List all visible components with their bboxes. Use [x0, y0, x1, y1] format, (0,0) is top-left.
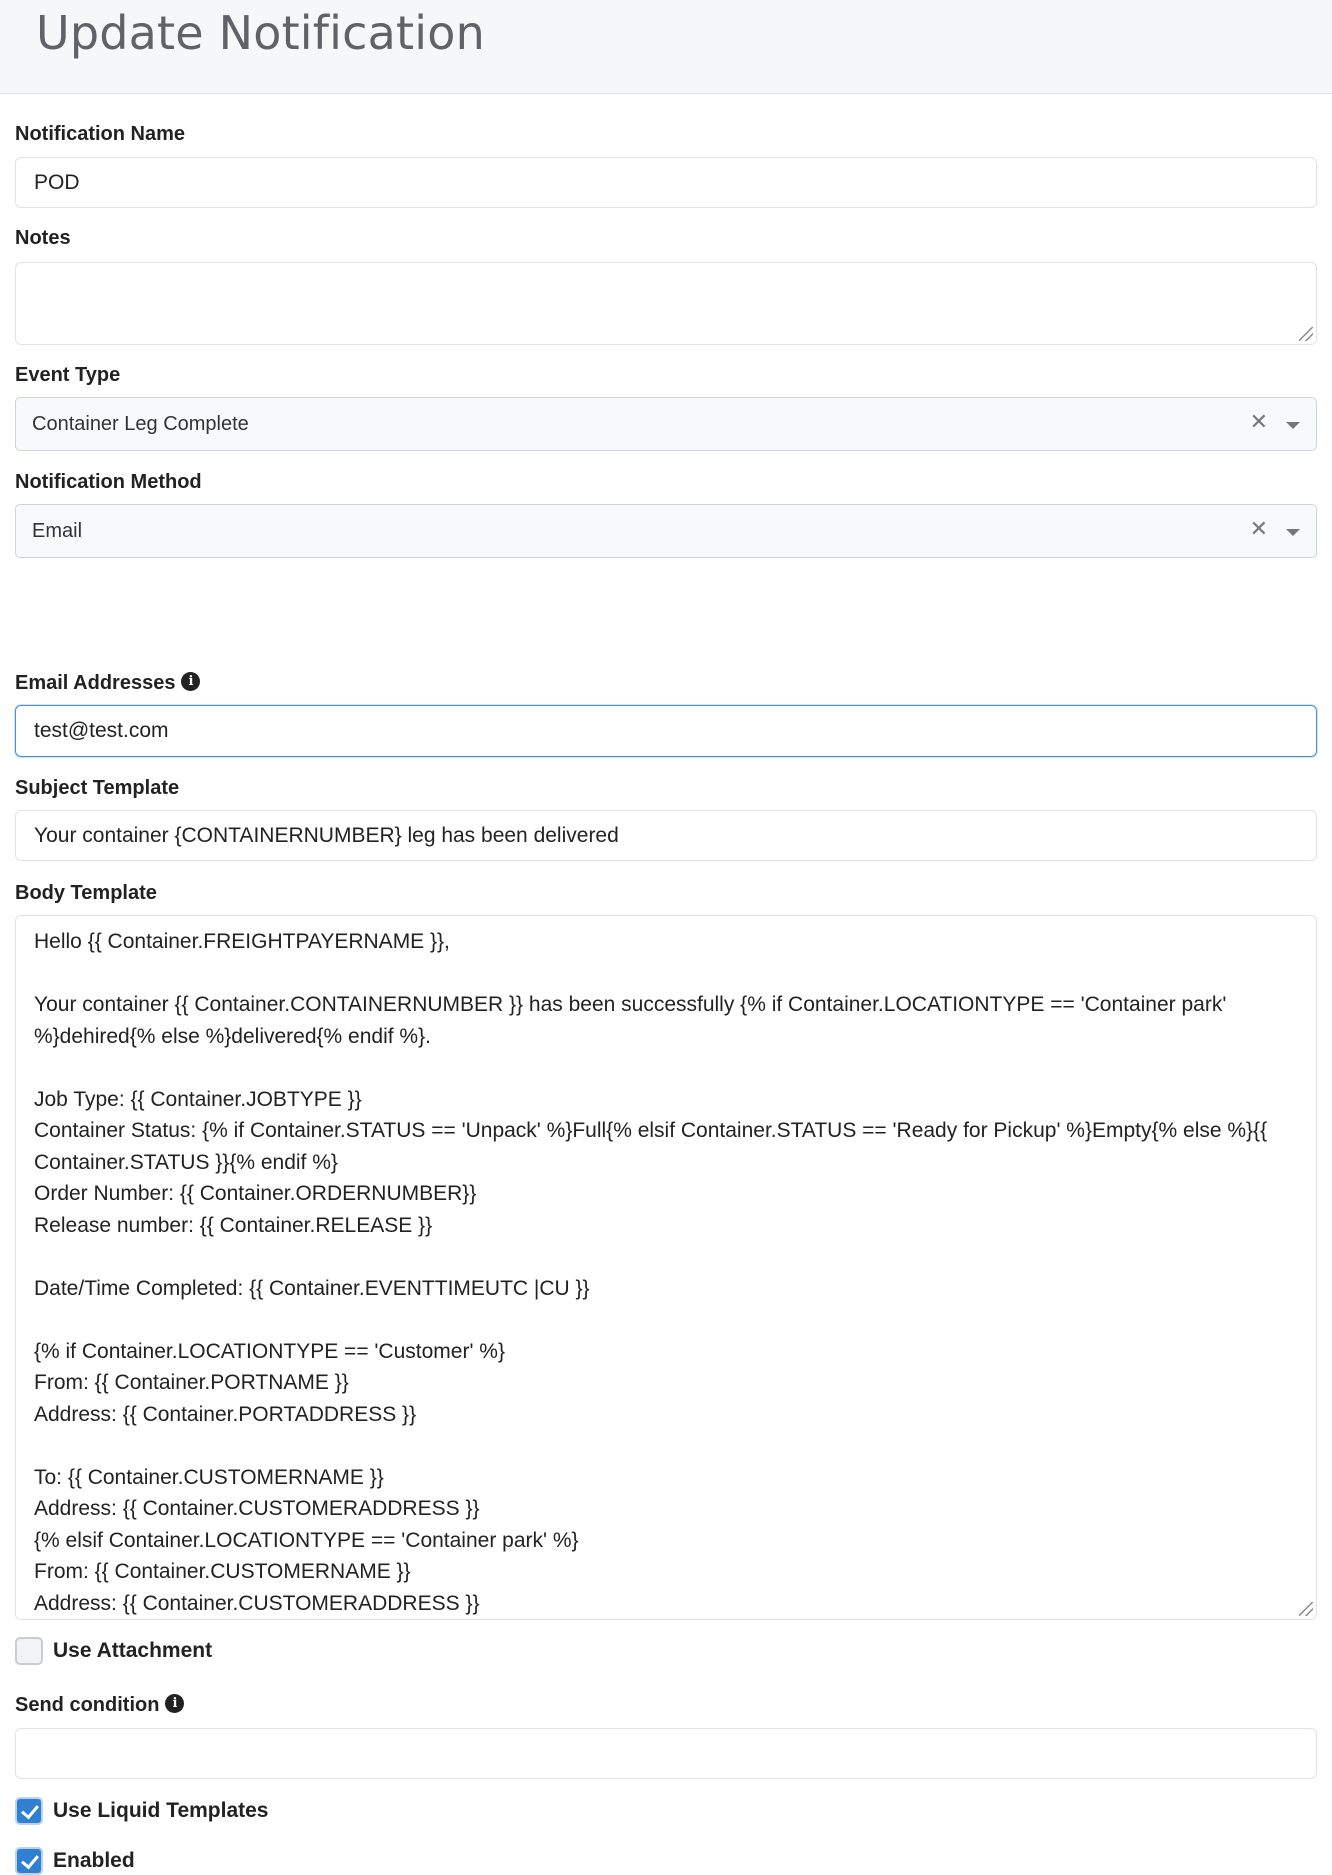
caret-down-icon[interactable]	[1286, 529, 1300, 536]
use-liquid-templates-checkbox[interactable]	[15, 1797, 43, 1825]
notification-method-select[interactable]	[15, 504, 1317, 558]
email-addresses-input[interactable]	[15, 705, 1317, 757]
clear-x-icon[interactable]: ✕	[1249, 410, 1268, 435]
enabled-checkbox[interactable]	[15, 1847, 43, 1875]
email-addresses-group	[15, 670, 1317, 757]
send-condition-group	[15, 1692, 1317, 1779]
event-type-label: Event Type	[15, 364, 121, 386]
notification-method-group	[15, 469, 1317, 558]
body-template-textarea[interactable]	[15, 915, 1317, 1620]
notes-textarea[interactable]	[15, 262, 1317, 345]
notes-value	[16, 263, 1316, 273]
use-attachment-label[interactable]: Use Attachment	[53, 1639, 213, 1662]
event-type-value: Container Leg Complete	[32, 412, 249, 435]
subject-template-label: Subject Template	[15, 777, 180, 799]
subject-template-group	[15, 775, 1317, 861]
email-addresses-label-text: Email Addresses	[15, 672, 176, 694]
enabled-label[interactable]: Enabled	[53, 1849, 135, 1872]
use-attachment-row[interactable]	[15, 1637, 212, 1665]
page-title: Update Notification	[36, 6, 485, 60]
send-condition-label-text: Send condition	[15, 1694, 160, 1716]
use-liquid-templates-row[interactable]	[15, 1797, 269, 1825]
page-header	[0, 0, 1332, 94]
send-condition-input[interactable]	[15, 1728, 1317, 1779]
enabled-row[interactable]	[15, 1847, 135, 1875]
notes-label: Notes	[15, 227, 71, 249]
clear-x-icon[interactable]: ✕	[1249, 517, 1268, 542]
info-icon[interactable]: i	[165, 1694, 184, 1713]
notification-name-value: POD	[34, 170, 80, 194]
email-addresses-label	[15, 670, 1317, 696]
use-liquid-templates-label[interactable]: Use Liquid Templates	[53, 1799, 269, 1822]
resize-handle-icon[interactable]	[1299, 1602, 1313, 1616]
info-icon[interactable]: i	[181, 672, 200, 691]
event-type-group	[15, 362, 1317, 451]
notification-name-label: Notification Name	[15, 123, 186, 145]
notes-group	[15, 225, 1317, 345]
resize-handle-icon[interactable]	[1299, 327, 1313, 341]
body-template-label: Body Template	[15, 882, 157, 904]
body-template-value: Hello {{ Container.FREIGHTPAYERNAME }}, Your container {{ Container.CONTAINERNUMBER }} has been successfully {% if Container.LOCATIONTYPE == 'Container park' %}dehired{% else %}delivered{% endif %}. Job Type: {{ Container.JOBTYPE }} Container Status: {% if Container.STATUS == 'Unpack' %}Full{% elsif Container.STATUS == 'Ready for Pickup' %}Empty{% else %}{{ Container.STATUS }}{% endif %} Order Number: {{ Container.ORDERNUMBER}} Release number: {{ Container.RELEASE }} Date/Time Completed: {{ Container.EVENTTIMEUTC |CU }} {% if Container.LOCATIONTYPE == 'Customer' %} From: {{ Container.PORTNAME }} Address: {{ Container.PORTADDRESS }} To: {{ Container.CUSTOMERNAME }} Address: {{ Container.CUSTOMERADDRESS }} {% elsif Container.LOCATIONTYPE == 'Container park' %} From: {{ Container.CUSTOMERNAME }} Address: {{ Container.CUSTOMERADDRESS }}	[34, 930, 1268, 1615]
notification-name-input[interactable]	[15, 157, 1317, 208]
email-addresses-value: test@test.com	[34, 719, 169, 742]
event-type-select[interactable]	[15, 397, 1317, 451]
notification-method-label: Notification Method	[15, 471, 202, 493]
use-attachment-checkbox[interactable]	[15, 1637, 43, 1665]
notification-method-value: Email	[32, 519, 83, 542]
body-template-group	[15, 880, 1317, 1620]
send-condition-label	[15, 1692, 1317, 1718]
subject-template-value: Your container {CONTAINERNUMBER} leg has been delivered	[34, 823, 619, 847]
caret-down-icon[interactable]	[1286, 422, 1300, 429]
subject-template-input[interactable]	[15, 810, 1317, 861]
notification-name-group	[15, 121, 1317, 208]
